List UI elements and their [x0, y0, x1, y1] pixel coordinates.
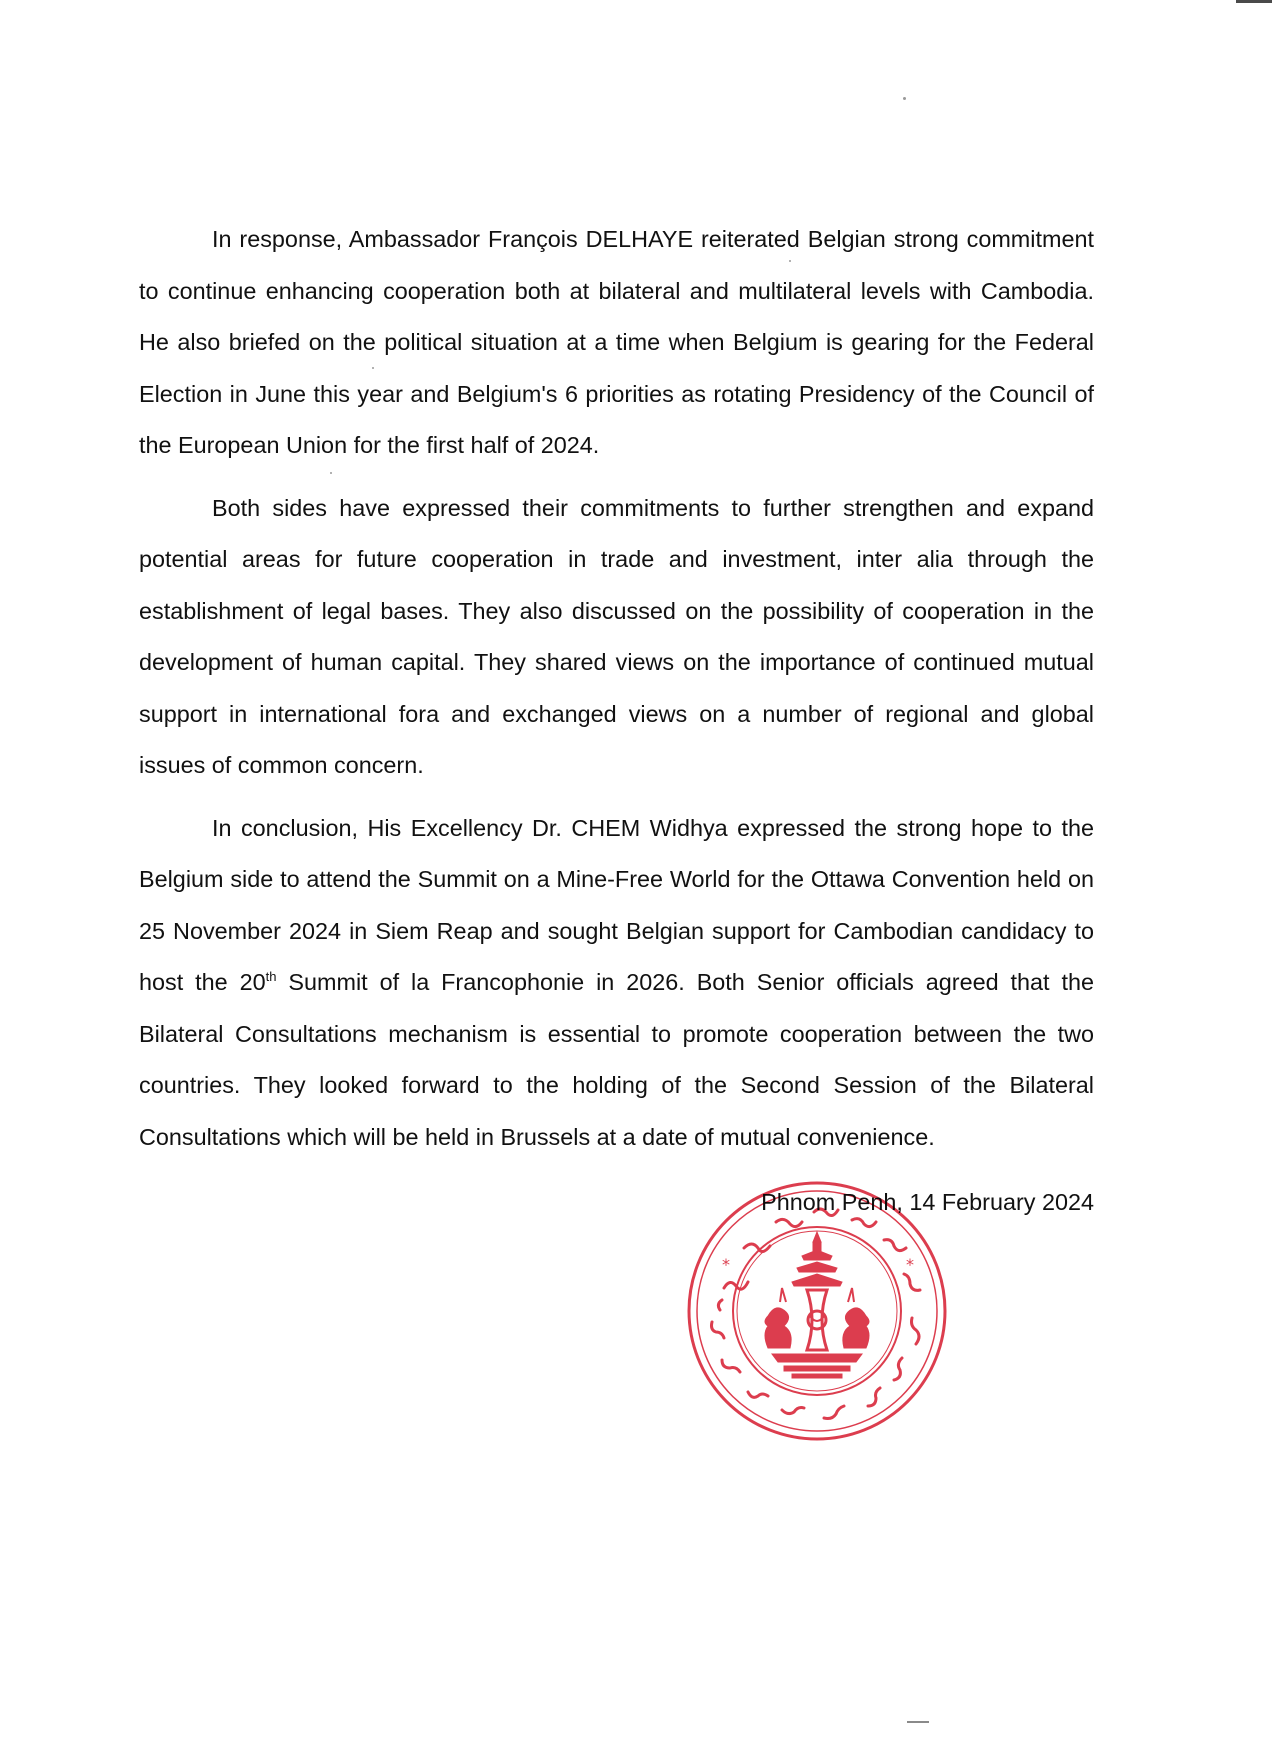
- place-and-date: Phnom Penh, 14 February 2024: [761, 1189, 1094, 1215]
- paragraph-conclusion: [139, 803, 1094, 1164]
- conclusion-text-part2: Summit of la Francophonie in 2026. Both Senior officials agreed that the Bilateral Consultations mechanism is essential to promote cooperation between the two countries. They looked forward to the holding of the Second Session of the Bilateral Consultations which will be held in Brussels at a date of mutual convenience.: [139, 969, 1095, 1150]
- paragraph-response: In response, Ambassador François DELHAYE reiterated Belgian strong commitment to continue enhancing cooperation both at bilateral and multilateral levels with Cambodia. He also briefed on the political situation at a time when Belgium is gearing for the Federal Election in June this year and Belgium's 6 priorities as rotating Presidency of the Council of the European Union for the first half of 2024.: [139, 226, 1094, 458]
- svg-text:*: *: [906, 1255, 914, 1274]
- scan-edge-mark: [1236, 0, 1272, 3]
- scan-speck: [903, 97, 906, 100]
- scan-edge-mark: [907, 1721, 929, 1723]
- paragraph-commitments: Both sides have expressed their commitments to further strengthen and expand potential areas for future cooperation in trade and investment, inter alia through the establishment of legal bases. They also discussed on the possibility of cooperation in the development of human capital. They shared views on the importance of continued mutual support in international fora and exchanged views on a number of regional and global issues of common concern.: [139, 494, 1094, 778]
- conclusion-text-part1: In conclusion, His Excellency Dr. CHEM Widhya expressed the strong hope to the Belgium side to attend the Summit on a Mine-Free World for the Ottawa Convention held on 25 November 2024 in Siem Reap and sought Belgian support for Cambodian candidacy to host the 20: [139, 814, 1094, 995]
- official-seal-icon: [684, 1178, 950, 1444]
- ordinal-superscript: th: [265, 969, 277, 985]
- letter-body: [139, 214, 1094, 1174]
- svg-text:*: *: [722, 1255, 730, 1274]
